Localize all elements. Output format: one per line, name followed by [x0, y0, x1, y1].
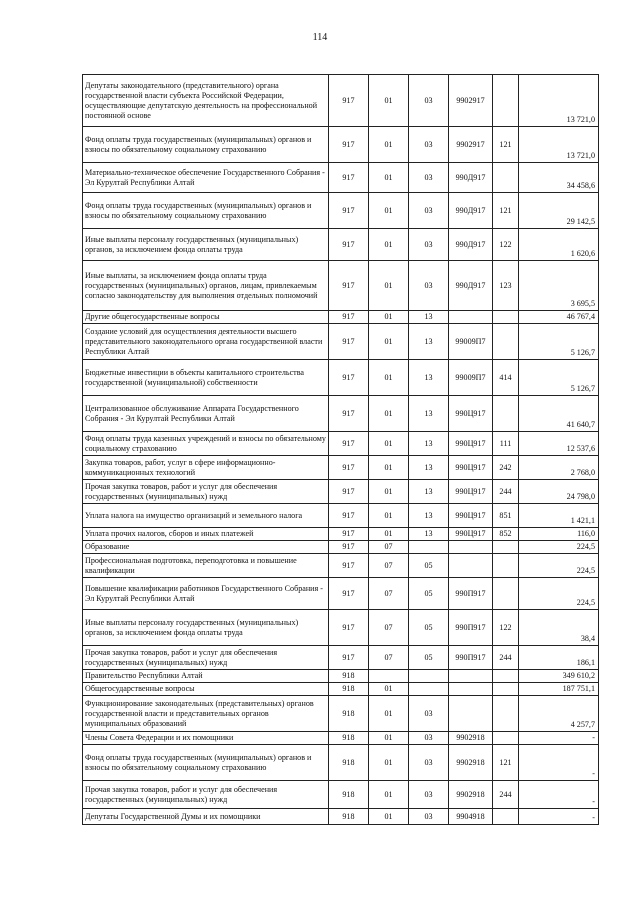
- row-section-code: [369, 670, 409, 683]
- row-section-code: 01: [369, 683, 409, 696]
- row-amount: 186,1: [519, 646, 599, 670]
- row-admin-code: 918: [329, 683, 369, 696]
- row-subsection-code: 05: [409, 554, 449, 578]
- table-row: [83, 528, 599, 541]
- row-expense-type-code: [493, 163, 519, 193]
- row-name: Фонд оплаты труда казенных учреждений и взносы по обязательному социальному страхованию: [83, 432, 329, 456]
- row-expense-type-code: 242: [493, 456, 519, 480]
- row-expense-type-code: [493, 311, 519, 324]
- row-target-article-code: 990Ц917: [449, 396, 493, 432]
- row-section-code: 07: [369, 578, 409, 610]
- table-row: [83, 324, 599, 360]
- row-expense-type-code: [493, 554, 519, 578]
- row-section-code: 01: [369, 193, 409, 229]
- row-section-code: 01: [369, 696, 409, 732]
- row-target-article-code: [449, 311, 493, 324]
- row-target-article-code: 9902918: [449, 732, 493, 745]
- row-admin-code: 917: [329, 610, 369, 646]
- row-subsection-code: 13: [409, 528, 449, 541]
- row-subsection-code: 13: [409, 480, 449, 504]
- row-admin-code: 917: [329, 75, 369, 127]
- row-amount: 38,4: [519, 610, 599, 646]
- row-name: Депутаты законодательного (представительного) органа государственной власти субъекта Российской Федерации, осуществляющие депутатскую деятельность на профессиональной постоянной основе: [83, 75, 329, 127]
- row-section-code: 01: [369, 127, 409, 163]
- table-row: [83, 432, 599, 456]
- row-section-code: 01: [369, 732, 409, 745]
- row-section-code: 01: [369, 324, 409, 360]
- row-target-article-code: 9902918: [449, 745, 493, 781]
- row-expense-type-code: [493, 324, 519, 360]
- table-row: [83, 809, 599, 825]
- row-amount: 3 695,5: [519, 261, 599, 311]
- row-expense-type-code: [493, 578, 519, 610]
- row-section-code: 07: [369, 554, 409, 578]
- row-amount: 5 126,7: [519, 324, 599, 360]
- row-section-code: 01: [369, 311, 409, 324]
- row-expense-type-code: 244: [493, 646, 519, 670]
- row-section-code: 01: [369, 480, 409, 504]
- row-name: Повышение квалификации работников Государственного Собрания - Эл Курултай Республики Алтай: [83, 578, 329, 610]
- row-admin-code: 917: [329, 541, 369, 554]
- row-name: Прочая закупка товаров, работ и услуг для обеспечения государственных (муниципальных) нужд: [83, 480, 329, 504]
- row-name: Уплата прочих налогов, сборов и иных платежей: [83, 528, 329, 541]
- table-row: [83, 610, 599, 646]
- row-target-article-code: 990Д917: [449, 163, 493, 193]
- row-amount: 2 768,0: [519, 456, 599, 480]
- row-subsection-code: 13: [409, 360, 449, 396]
- table-row: [83, 360, 599, 396]
- row-name: Депутаты Государственной Думы и их помощники: [83, 809, 329, 825]
- row-admin-code: 917: [329, 311, 369, 324]
- row-section-code: 07: [369, 541, 409, 554]
- row-amount: -: [519, 809, 599, 825]
- row-subsection-code: 05: [409, 578, 449, 610]
- row-amount: 224,5: [519, 578, 599, 610]
- row-expense-type-code: 111: [493, 432, 519, 456]
- table-row: [83, 163, 599, 193]
- table-row: [83, 396, 599, 432]
- row-admin-code: 917: [329, 261, 369, 311]
- row-admin-code: 917: [329, 163, 369, 193]
- row-admin-code: 917: [329, 360, 369, 396]
- row-name: Материально-техническое обеспечение Государственного Собрания - Эл Курултай Республики Алтай: [83, 163, 329, 193]
- row-subsection-code: 03: [409, 781, 449, 809]
- row-target-article-code: 9902917: [449, 75, 493, 127]
- table-row: [83, 311, 599, 324]
- row-section-code: 01: [369, 781, 409, 809]
- table-row: [83, 261, 599, 311]
- row-name: Другие общегосударственные вопросы: [83, 311, 329, 324]
- row-target-article-code: 990Ц917: [449, 480, 493, 504]
- row-amount: 5 126,7: [519, 360, 599, 396]
- row-amount: 46 767,4: [519, 311, 599, 324]
- row-subsection-code: 03: [409, 193, 449, 229]
- row-section-code: 07: [369, 610, 409, 646]
- row-subsection-code: [409, 541, 449, 554]
- row-subsection-code: 03: [409, 163, 449, 193]
- row-admin-code: 917: [329, 127, 369, 163]
- row-subsection-code: 03: [409, 75, 449, 127]
- row-subsection-code: 13: [409, 456, 449, 480]
- row-name: Централизованное обслуживание Аппарата Государственного Собрания - Эл Курултай Республики Алтай: [83, 396, 329, 432]
- table-row: [83, 732, 599, 745]
- row-name: Уплата налога на имущество организаций и земельного налога: [83, 504, 329, 528]
- row-name: Общегосударственные вопросы: [83, 683, 329, 696]
- row-admin-code: 917: [329, 456, 369, 480]
- row-expense-type-code: [493, 683, 519, 696]
- row-name: Фонд оплаты труда государственных (муниципальных) органов и взносы по обязательному социальному страхованию: [83, 745, 329, 781]
- row-name: Закупка товаров, работ, услуг в сфере информационно-коммуникационных технологий: [83, 456, 329, 480]
- row-name: Функционирование законодательных (представительных) органов государственной власти и представительных органов муниципальных образований: [83, 696, 329, 732]
- row-admin-code: 918: [329, 670, 369, 683]
- table-row: [83, 541, 599, 554]
- row-subsection-code: 13: [409, 324, 449, 360]
- row-subsection-code: 03: [409, 261, 449, 311]
- row-expense-type-code: 852: [493, 528, 519, 541]
- row-amount: 1 620,6: [519, 229, 599, 261]
- row-target-article-code: 990П917: [449, 646, 493, 670]
- row-admin-code: 917: [329, 528, 369, 541]
- row-name: Фонд оплаты труда государственных (муниципальных) органов и взносы по обязательному социальному страхованию: [83, 193, 329, 229]
- row-subsection-code: 13: [409, 432, 449, 456]
- row-target-article-code: 990Ц917: [449, 528, 493, 541]
- row-name: Иные выплаты, за исключением фонда оплаты труда государственных (муниципальных) органов, лицам, привлекаемым согласно законодательству для выполнения отдельных полномочий: [83, 261, 329, 311]
- row-section-code: 01: [369, 432, 409, 456]
- row-subsection-code: 03: [409, 229, 449, 261]
- row-subsection-code: 03: [409, 732, 449, 745]
- row-amount: -: [519, 781, 599, 809]
- row-target-article-code: 990Д917: [449, 261, 493, 311]
- row-subsection-code: [409, 683, 449, 696]
- table-row: [83, 229, 599, 261]
- row-admin-code: 918: [329, 696, 369, 732]
- row-name: Прочая закупка товаров, работ и услуг для обеспечения государственных (муниципальных) нужд: [83, 781, 329, 809]
- row-name: Члены Совета Федерации и их помощники: [83, 732, 329, 745]
- row-section-code: 01: [369, 229, 409, 261]
- row-section-code: 01: [369, 528, 409, 541]
- row-target-article-code: [449, 670, 493, 683]
- row-section-code: 07: [369, 646, 409, 670]
- table-row: [83, 75, 599, 127]
- table-row: [83, 781, 599, 809]
- table-row: [83, 456, 599, 480]
- row-amount: 224,5: [519, 554, 599, 578]
- row-target-article-code: 990Ц917: [449, 456, 493, 480]
- row-admin-code: 917: [329, 646, 369, 670]
- row-expense-type-code: 122: [493, 229, 519, 261]
- table-row: [83, 745, 599, 781]
- row-expense-type-code: 122: [493, 610, 519, 646]
- row-amount: 13 721,0: [519, 75, 599, 127]
- row-expense-type-code: [493, 732, 519, 745]
- row-subsection-code: 13: [409, 396, 449, 432]
- row-section-code: 01: [369, 809, 409, 825]
- row-name: Образование: [83, 541, 329, 554]
- row-subsection-code: 03: [409, 696, 449, 732]
- row-admin-code: 918: [329, 732, 369, 745]
- row-admin-code: 918: [329, 809, 369, 825]
- row-expense-type-code: [493, 541, 519, 554]
- row-admin-code: 917: [329, 193, 369, 229]
- row-amount: 13 721,0: [519, 127, 599, 163]
- row-name: Профессиональная подготовка, переподготовка и повышение квалификации: [83, 554, 329, 578]
- row-amount: 187 751,1: [519, 683, 599, 696]
- row-expense-type-code: [493, 696, 519, 732]
- row-admin-code: 917: [329, 324, 369, 360]
- row-expense-type-code: 244: [493, 480, 519, 504]
- row-target-article-code: 990П917: [449, 610, 493, 646]
- row-target-article-code: [449, 683, 493, 696]
- row-amount: 349 610,2: [519, 670, 599, 683]
- row-section-code: 01: [369, 163, 409, 193]
- row-section-code: 01: [369, 75, 409, 127]
- table-row: [83, 193, 599, 229]
- row-target-article-code: 9902918: [449, 781, 493, 809]
- table-row: [83, 670, 599, 683]
- row-admin-code: 918: [329, 745, 369, 781]
- row-expense-type-code: 244: [493, 781, 519, 809]
- row-admin-code: 917: [329, 554, 369, 578]
- row-section-code: 01: [369, 261, 409, 311]
- table-row: [83, 127, 599, 163]
- row-target-article-code: [449, 541, 493, 554]
- row-subsection-code: [409, 670, 449, 683]
- row-subsection-code: 05: [409, 646, 449, 670]
- row-admin-code: 917: [329, 578, 369, 610]
- page-number: 114: [312, 32, 328, 43]
- row-admin-code: 917: [329, 229, 369, 261]
- row-section-code: 01: [369, 745, 409, 781]
- row-name: Фонд оплаты труда государственных (муниципальных) органов и взносы по обязательному социальному страхованию: [83, 127, 329, 163]
- row-expense-type-code: 123: [493, 261, 519, 311]
- row-subsection-code: 03: [409, 127, 449, 163]
- row-subsection-code: 13: [409, 311, 449, 324]
- row-expense-type-code: [493, 809, 519, 825]
- row-target-article-code: 99009П7: [449, 360, 493, 396]
- row-name: Правительство Республики Алтай: [83, 670, 329, 683]
- row-expense-type-code: [493, 670, 519, 683]
- row-name: Создание условий для осуществления деятельности высшего представительного законодательного органа государственной власти Республики Алтай: [83, 324, 329, 360]
- row-expense-type-code: 121: [493, 745, 519, 781]
- row-target-article-code: 990Ц917: [449, 432, 493, 456]
- row-admin-code: 917: [329, 480, 369, 504]
- table-row: [83, 480, 599, 504]
- row-target-article-code: [449, 696, 493, 732]
- row-name: Прочая закупка товаров, работ и услуг для обеспечения государственных (муниципальных) нужд: [83, 646, 329, 670]
- row-amount: 41 640,7: [519, 396, 599, 432]
- row-amount: 29 142,5: [519, 193, 599, 229]
- row-expense-type-code: [493, 396, 519, 432]
- row-section-code: 01: [369, 504, 409, 528]
- row-expense-type-code: 121: [493, 193, 519, 229]
- row-target-article-code: [449, 554, 493, 578]
- budget-table: [82, 74, 599, 825]
- row-expense-type-code: [493, 75, 519, 127]
- row-amount: 224,5: [519, 541, 599, 554]
- row-amount: -: [519, 732, 599, 745]
- row-expense-type-code: 851: [493, 504, 519, 528]
- row-target-article-code: 99009П7: [449, 324, 493, 360]
- row-subsection-code: 13: [409, 504, 449, 528]
- row-admin-code: 917: [329, 396, 369, 432]
- row-section-code: 01: [369, 396, 409, 432]
- row-target-article-code: 990Д917: [449, 229, 493, 261]
- row-target-article-code: 9904918: [449, 809, 493, 825]
- row-amount: 4 257,7: [519, 696, 599, 732]
- table-row: [83, 554, 599, 578]
- row-expense-type-code: 414: [493, 360, 519, 396]
- row-amount: -: [519, 745, 599, 781]
- row-admin-code: 917: [329, 432, 369, 456]
- row-target-article-code: 990Ц917: [449, 504, 493, 528]
- row-subsection-code: 03: [409, 809, 449, 825]
- row-amount: 1 421,1: [519, 504, 599, 528]
- row-section-code: 01: [369, 456, 409, 480]
- table-row: [83, 696, 599, 732]
- row-amount: 116,0: [519, 528, 599, 541]
- row-expense-type-code: 121: [493, 127, 519, 163]
- row-target-article-code: 990П917: [449, 578, 493, 610]
- table-row: [83, 646, 599, 670]
- table-row: [83, 504, 599, 528]
- table-row: [83, 578, 599, 610]
- table-row: [83, 683, 599, 696]
- row-section-code: 01: [369, 360, 409, 396]
- row-subsection-code: 05: [409, 610, 449, 646]
- row-amount: 12 537,6: [519, 432, 599, 456]
- row-subsection-code: 03: [409, 745, 449, 781]
- row-admin-code: 917: [329, 504, 369, 528]
- row-name: Бюджетные инвестиции в объекты капитального строительства государственной (муниципальной) собственности: [83, 360, 329, 396]
- row-amount: 34 458,6: [519, 163, 599, 193]
- row-amount: 24 798,0: [519, 480, 599, 504]
- row-name: Иные выплаты персоналу государственных (муниципальных) органов, за исключением фонда оплаты труда: [83, 229, 329, 261]
- row-name: Иные выплаты персоналу государственных (муниципальных) органов, за исключением фонда оплаты труда: [83, 610, 329, 646]
- row-admin-code: 918: [329, 781, 369, 809]
- row-target-article-code: 990Д917: [449, 193, 493, 229]
- row-target-article-code: 9902917: [449, 127, 493, 163]
